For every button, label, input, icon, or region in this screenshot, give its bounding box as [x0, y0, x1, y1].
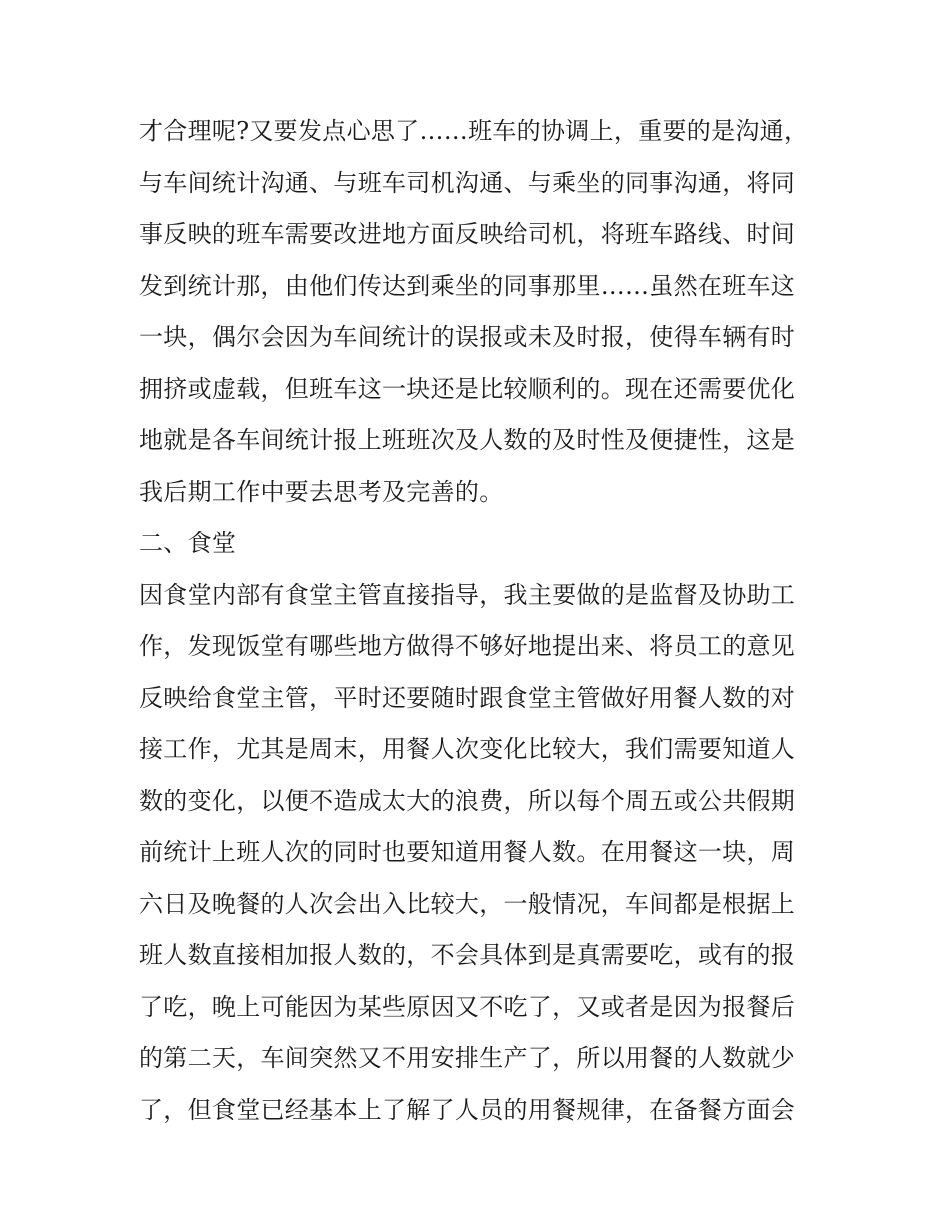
text-line: 我后期工作中要去思考及完善的。	[139, 477, 504, 506]
text-line: 了吃，晚上可能因为某些原因又不吃了，又或者是因为报餐后	[139, 992, 796, 1021]
text-line: 班人数直接相加报人数的，不会具体到是真需要吃，或有的报	[139, 941, 796, 969]
text-line: 发到统计那，由他们传达到乘坐的同事那里……虽然在班车这	[139, 271, 796, 300]
section-heading-canteen: 二、食堂	[139, 529, 237, 557]
text-line: 六日及晚餐的人次会出入比较大，一般情况，车间都是根据上	[139, 889, 796, 918]
text-line: 一块，偶尔会因为车间统计的误报或未及时报，使得车辆有时	[139, 323, 796, 351]
text-line: 地就是各车间统计报上班班次及人数的及时性及便捷性，这是	[139, 426, 796, 454]
text-line: 数的变化，以便不造成太大的浪费，所以每个周五或公共假期	[139, 786, 796, 815]
text-line: 的第二天，车间突然又不用安排生产了，所以用餐的人数就少	[139, 1044, 796, 1072]
text-line: 事反映的班车需要改进地方面反映给司机，将班车路线、时间	[139, 220, 796, 248]
text-line: 反映给食堂主管，平时还要随时跟食堂主管做好用餐人数的对	[139, 683, 796, 712]
document-body	[139, 106, 819, 1136]
text-line: 因食堂内部有食堂主管直接指导，我主要做的是监督及协助工	[139, 580, 796, 609]
text-line: 作，发现饭堂有哪些地方做得不够好地提出来、将员工的意见	[139, 632, 796, 660]
text-line: 拥挤或虚载，但班车这一块还是比较顺利的。现在还需要优化	[139, 374, 796, 403]
text-line: 前统计上班人次的同时也要知道用餐人数。在用餐这一块，周	[139, 838, 796, 866]
text-line: 与车间统计沟通、与班车司机沟通、与乘坐的同事沟通，将同	[139, 168, 796, 197]
text-line: 了，但食堂已经基本上了解了人员的用餐规律，在备餐方面会	[139, 1095, 796, 1124]
text-line: 才合理呢?又要发点心思了……班车的协调上，重要的是沟通，	[139, 117, 809, 145]
text-line: 接工作，尤其是周末，用餐人次变化比较大，我们需要知道人	[139, 735, 796, 763]
